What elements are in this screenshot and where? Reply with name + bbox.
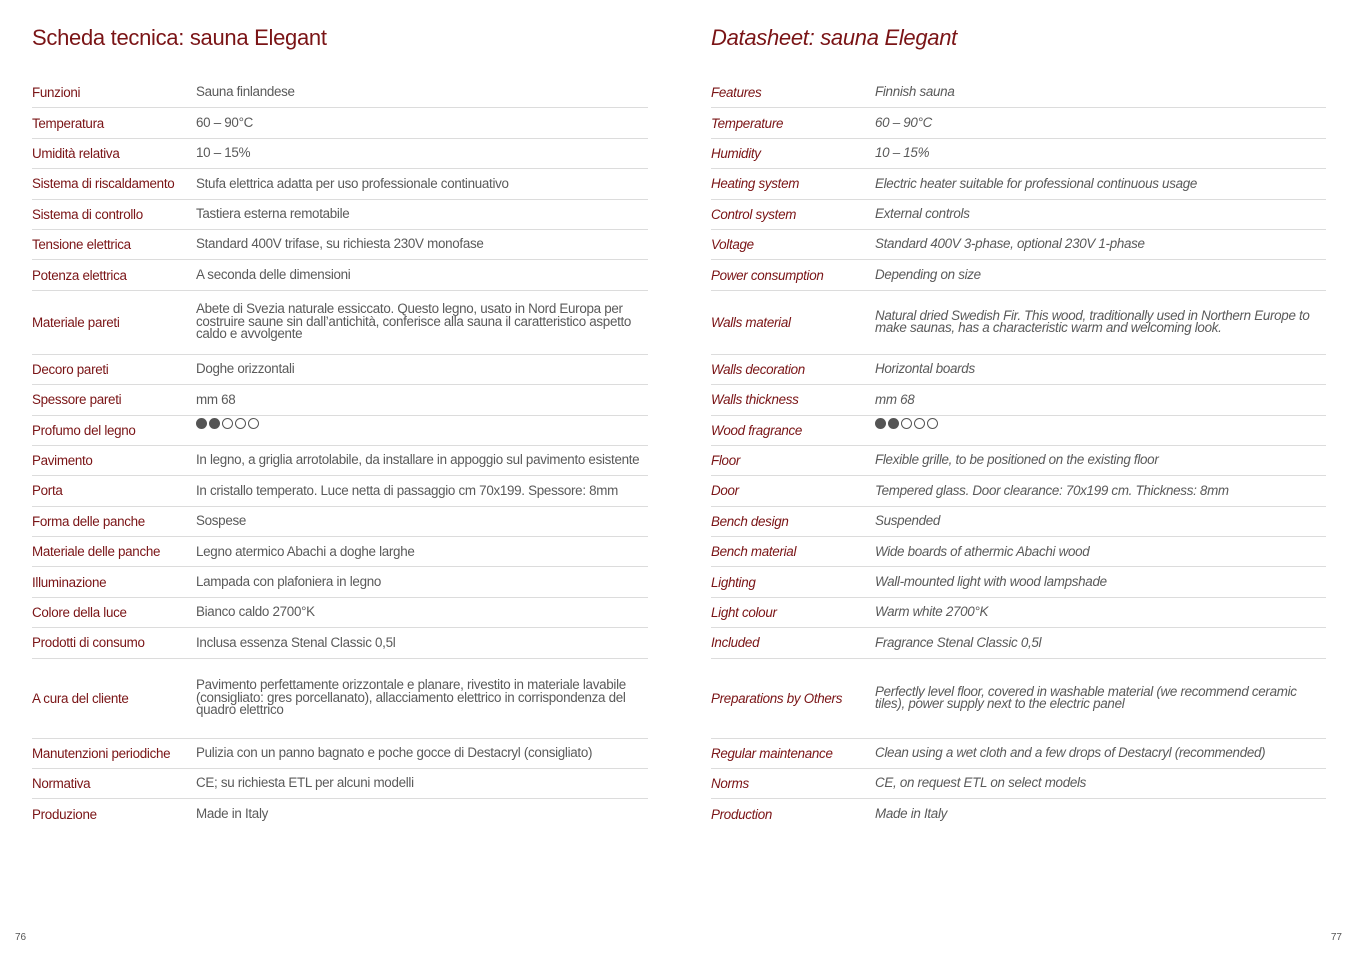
- row-label: Temperatura: [32, 115, 104, 131]
- row-value: External controls: [875, 206, 970, 221]
- empty-dot-icon: [927, 418, 938, 429]
- row-value: Bianco caldo 2700°K: [196, 604, 315, 620]
- row-value: 10 – 15%: [196, 145, 251, 161]
- table-row: [711, 567, 1326, 597]
- row-label: Sistema di controllo: [32, 206, 143, 222]
- row-label: Materiale delle panche: [32, 544, 161, 560]
- table-row: [32, 446, 648, 476]
- row-label: Features: [711, 85, 762, 101]
- row-value: Natural dried Swedish Fir. This wood, traditionally used in Northern Europe to make saunas, has a characteristic warm and welcoming look.: [875, 307, 1310, 336]
- row-label: Production: [711, 807, 773, 823]
- empty-dot-icon: [235, 418, 246, 429]
- row-value: Sospese: [196, 513, 247, 529]
- table-row: [711, 598, 1326, 628]
- row-label: Norms: [711, 776, 749, 792]
- row-value: Clean using a wet cloth and a few drops of Destacryl (recommended): [875, 745, 1266, 761]
- row-value: Wall-mounted light with wood lampshade: [875, 573, 1107, 589]
- row-value: Standard 400V trifase, su richiesta 230V monofase: [196, 236, 484, 252]
- row-label: Colore della luce: [32, 605, 127, 621]
- filled-dot-icon: [875, 418, 886, 429]
- table-row: [32, 659, 648, 739]
- row-value: Electric heater suitable for professional continuous usage: [875, 175, 1198, 191]
- row-label: Wood fragrance: [711, 422, 803, 438]
- table-row: [32, 567, 648, 597]
- right-page: [711, 0, 1326, 959]
- row-value: Wide boards of athermic Abachi wood: [875, 543, 1090, 559]
- row-label: Tensione elettrica: [32, 237, 131, 253]
- table-row: [32, 537, 648, 567]
- row-value: Standard 400V 3-phase, optional 230V 1-phase: [875, 236, 1145, 252]
- row-label: Produzione: [32, 807, 97, 823]
- row-label: Walls material: [711, 314, 791, 330]
- table-row: [32, 230, 648, 260]
- row-value: Made in Italy: [196, 806, 269, 822]
- row-label: Preparations by Others: [711, 690, 843, 706]
- table-row: [32, 169, 648, 199]
- table-row: [32, 291, 648, 355]
- row-label: Materiale pareti: [32, 314, 120, 330]
- spec-table: [32, 78, 648, 830]
- table-row: [32, 476, 648, 506]
- page-title: Datasheet: sauna Elegant: [711, 25, 957, 50]
- row-value: Tempered glass. Door clearance: 70x199 cm. Thickness: 8mm: [875, 482, 1229, 498]
- table-row: [711, 739, 1326, 769]
- row-value: Finnish sauna: [875, 84, 955, 100]
- row-label: Regular maintenance: [711, 745, 833, 761]
- filled-dot-icon: [209, 418, 220, 429]
- row-value: Depending on size: [875, 266, 981, 282]
- table-row: [32, 416, 648, 446]
- table-row: [32, 78, 648, 108]
- table-row: [32, 139, 648, 169]
- page-number: 76: [15, 932, 27, 943]
- row-value: Horizontal boards: [875, 361, 975, 377]
- row-label: A cura del cliente: [32, 690, 129, 706]
- table-row: [711, 446, 1326, 476]
- table-row: [711, 139, 1326, 169]
- row-value: Tastiera esterna remotabile: [196, 206, 350, 221]
- filled-dot-icon: [888, 418, 899, 429]
- row-label: Decoro pareti: [32, 361, 109, 377]
- spec-table: [711, 78, 1326, 830]
- row-value: mm 68: [875, 391, 915, 407]
- row-value: 10 – 15%: [875, 145, 930, 161]
- row-label: Floor: [711, 453, 741, 469]
- empty-dot-icon: [901, 418, 912, 429]
- row-label: Normativa: [32, 776, 91, 792]
- row-value: 60 – 90°C: [875, 114, 933, 130]
- row-value: In cristallo temperato. Luce netta di passaggio cm 70x199. Spessore: 8mm: [196, 482, 619, 498]
- row-label: Forma delle panche: [32, 513, 145, 529]
- row-value: Perfectly level floor, covered in washable material (we recommend ceramic tiles), power supply next to the electric panel: [875, 683, 1297, 712]
- table-row: [711, 291, 1326, 355]
- table-row: [711, 537, 1326, 567]
- table-row: [711, 799, 1326, 829]
- rating-dots: [875, 418, 1322, 429]
- row-value: Sauna finlandese: [196, 84, 295, 100]
- row-label: Porta: [32, 483, 63, 499]
- table-row: [711, 769, 1326, 799]
- row-label: Funzioni: [32, 85, 81, 101]
- table-row: [711, 659, 1326, 739]
- table-row: [32, 108, 648, 138]
- table-row: [32, 799, 648, 829]
- row-label: Manutenzioni periodiche: [32, 745, 171, 761]
- row-label: Door: [711, 483, 739, 499]
- row-value: Made in Italy: [875, 806, 948, 822]
- row-label: Sistema di riscaldamento: [32, 176, 175, 192]
- table-row: [711, 78, 1326, 108]
- row-value: 60 – 90°C: [196, 114, 254, 130]
- row-value: Pavimento perfettamente orizzontale e planare, rivestito in materiale lavabile (consigliato: gres porcellanato), allacciamento elettrico in corrispondenza del quadro elettrico: [196, 677, 626, 718]
- table-row: [711, 200, 1326, 230]
- row-label: Walls thickness: [711, 392, 799, 408]
- empty-dot-icon: [914, 418, 925, 429]
- table-row: [711, 476, 1326, 506]
- row-label: Illuminazione: [32, 574, 107, 590]
- row-label: Bench design: [711, 513, 789, 529]
- table-row: [711, 260, 1326, 290]
- table-row: [711, 628, 1326, 658]
- row-label: Power consumption: [711, 267, 824, 283]
- row-value: Suspended: [875, 513, 941, 529]
- row-value: Flexible grille, to be positioned on the existing floor: [875, 452, 1159, 468]
- filled-dot-icon: [196, 418, 207, 429]
- row-value: Abete di Svezia naturale essiccato. Questo legno, usato in Nord Europa per costruire saune sin dall’antichità, conferisce alla sauna il caratteristico aspetto caldo e avvolgente: [196, 301, 632, 342]
- row-value: A seconda delle dimensioni: [196, 266, 351, 282]
- table-row: [32, 739, 648, 769]
- row-value: Fragrance Stenal Classic 0,5l: [875, 634, 1042, 650]
- row-label: Potenza elettrica: [32, 267, 127, 283]
- empty-dot-icon: [222, 418, 233, 429]
- row-label: Heating system: [711, 176, 800, 192]
- row-label: Walls decoration: [711, 361, 805, 377]
- table-row: [32, 355, 648, 385]
- row-label: Lighting: [711, 574, 756, 590]
- row-label: Umidità relativa: [32, 145, 120, 161]
- table-row: [32, 260, 648, 290]
- row-label: Pavimento: [32, 453, 93, 469]
- row-value: Pulizia con un panno bagnato e poche gocce di Destacryl (consigliato): [196, 745, 593, 761]
- row-label: Humidity: [711, 145, 761, 161]
- row-value: In legno, a griglia arrotolabile, da installare in appoggio sul pavimento esistente: [196, 452, 640, 468]
- row-value: Warm white 2700°K: [875, 604, 989, 620]
- table-row: [711, 507, 1326, 537]
- row-label: Temperature: [711, 115, 784, 131]
- table-row: [32, 598, 648, 628]
- table-row: [32, 628, 648, 658]
- table-row: [711, 169, 1326, 199]
- table-row: [711, 355, 1326, 385]
- row-value: mm 68: [196, 391, 236, 407]
- table-row: [32, 385, 648, 415]
- table-row: [32, 769, 648, 799]
- rating-dots: [196, 418, 644, 429]
- row-value: Stufa elettrica adatta per uso professionale continuativo: [196, 175, 509, 191]
- row-value: Inclusa essenza Stenal Classic 0,5l: [196, 634, 396, 650]
- empty-dot-icon: [248, 418, 259, 429]
- row-value: Lampada con plafoniera in legno: [196, 573, 382, 589]
- page-number: 77: [1330, 932, 1342, 943]
- row-label: Light colour: [711, 605, 777, 621]
- left-page: [32, 0, 648, 959]
- row-label: Control system: [711, 206, 797, 222]
- row-value: Legno atermico Abachi a doghe larghe: [196, 543, 415, 559]
- page-title: Scheda tecnica: sauna Elegant: [32, 25, 327, 50]
- row-value: CE, on request ETL on select models: [875, 775, 1087, 791]
- table-row: [32, 507, 648, 537]
- row-label: Prodotti di consumo: [32, 635, 145, 651]
- row-label: Voltage: [711, 237, 754, 253]
- row-label: Profumo del legno: [32, 422, 136, 438]
- row-label: Bench material: [711, 544, 797, 560]
- table-row: [711, 108, 1326, 138]
- row-value: CE; su richiesta ETL per alcuni modelli: [196, 775, 414, 791]
- table-row: [711, 230, 1326, 260]
- table-row: [32, 200, 648, 230]
- row-label: Included: [711, 635, 760, 651]
- table-row: [711, 416, 1326, 446]
- table-row: [711, 385, 1326, 415]
- row-value: Doghe orizzontali: [196, 361, 295, 377]
- row-label: Spessore pareti: [32, 392, 122, 408]
